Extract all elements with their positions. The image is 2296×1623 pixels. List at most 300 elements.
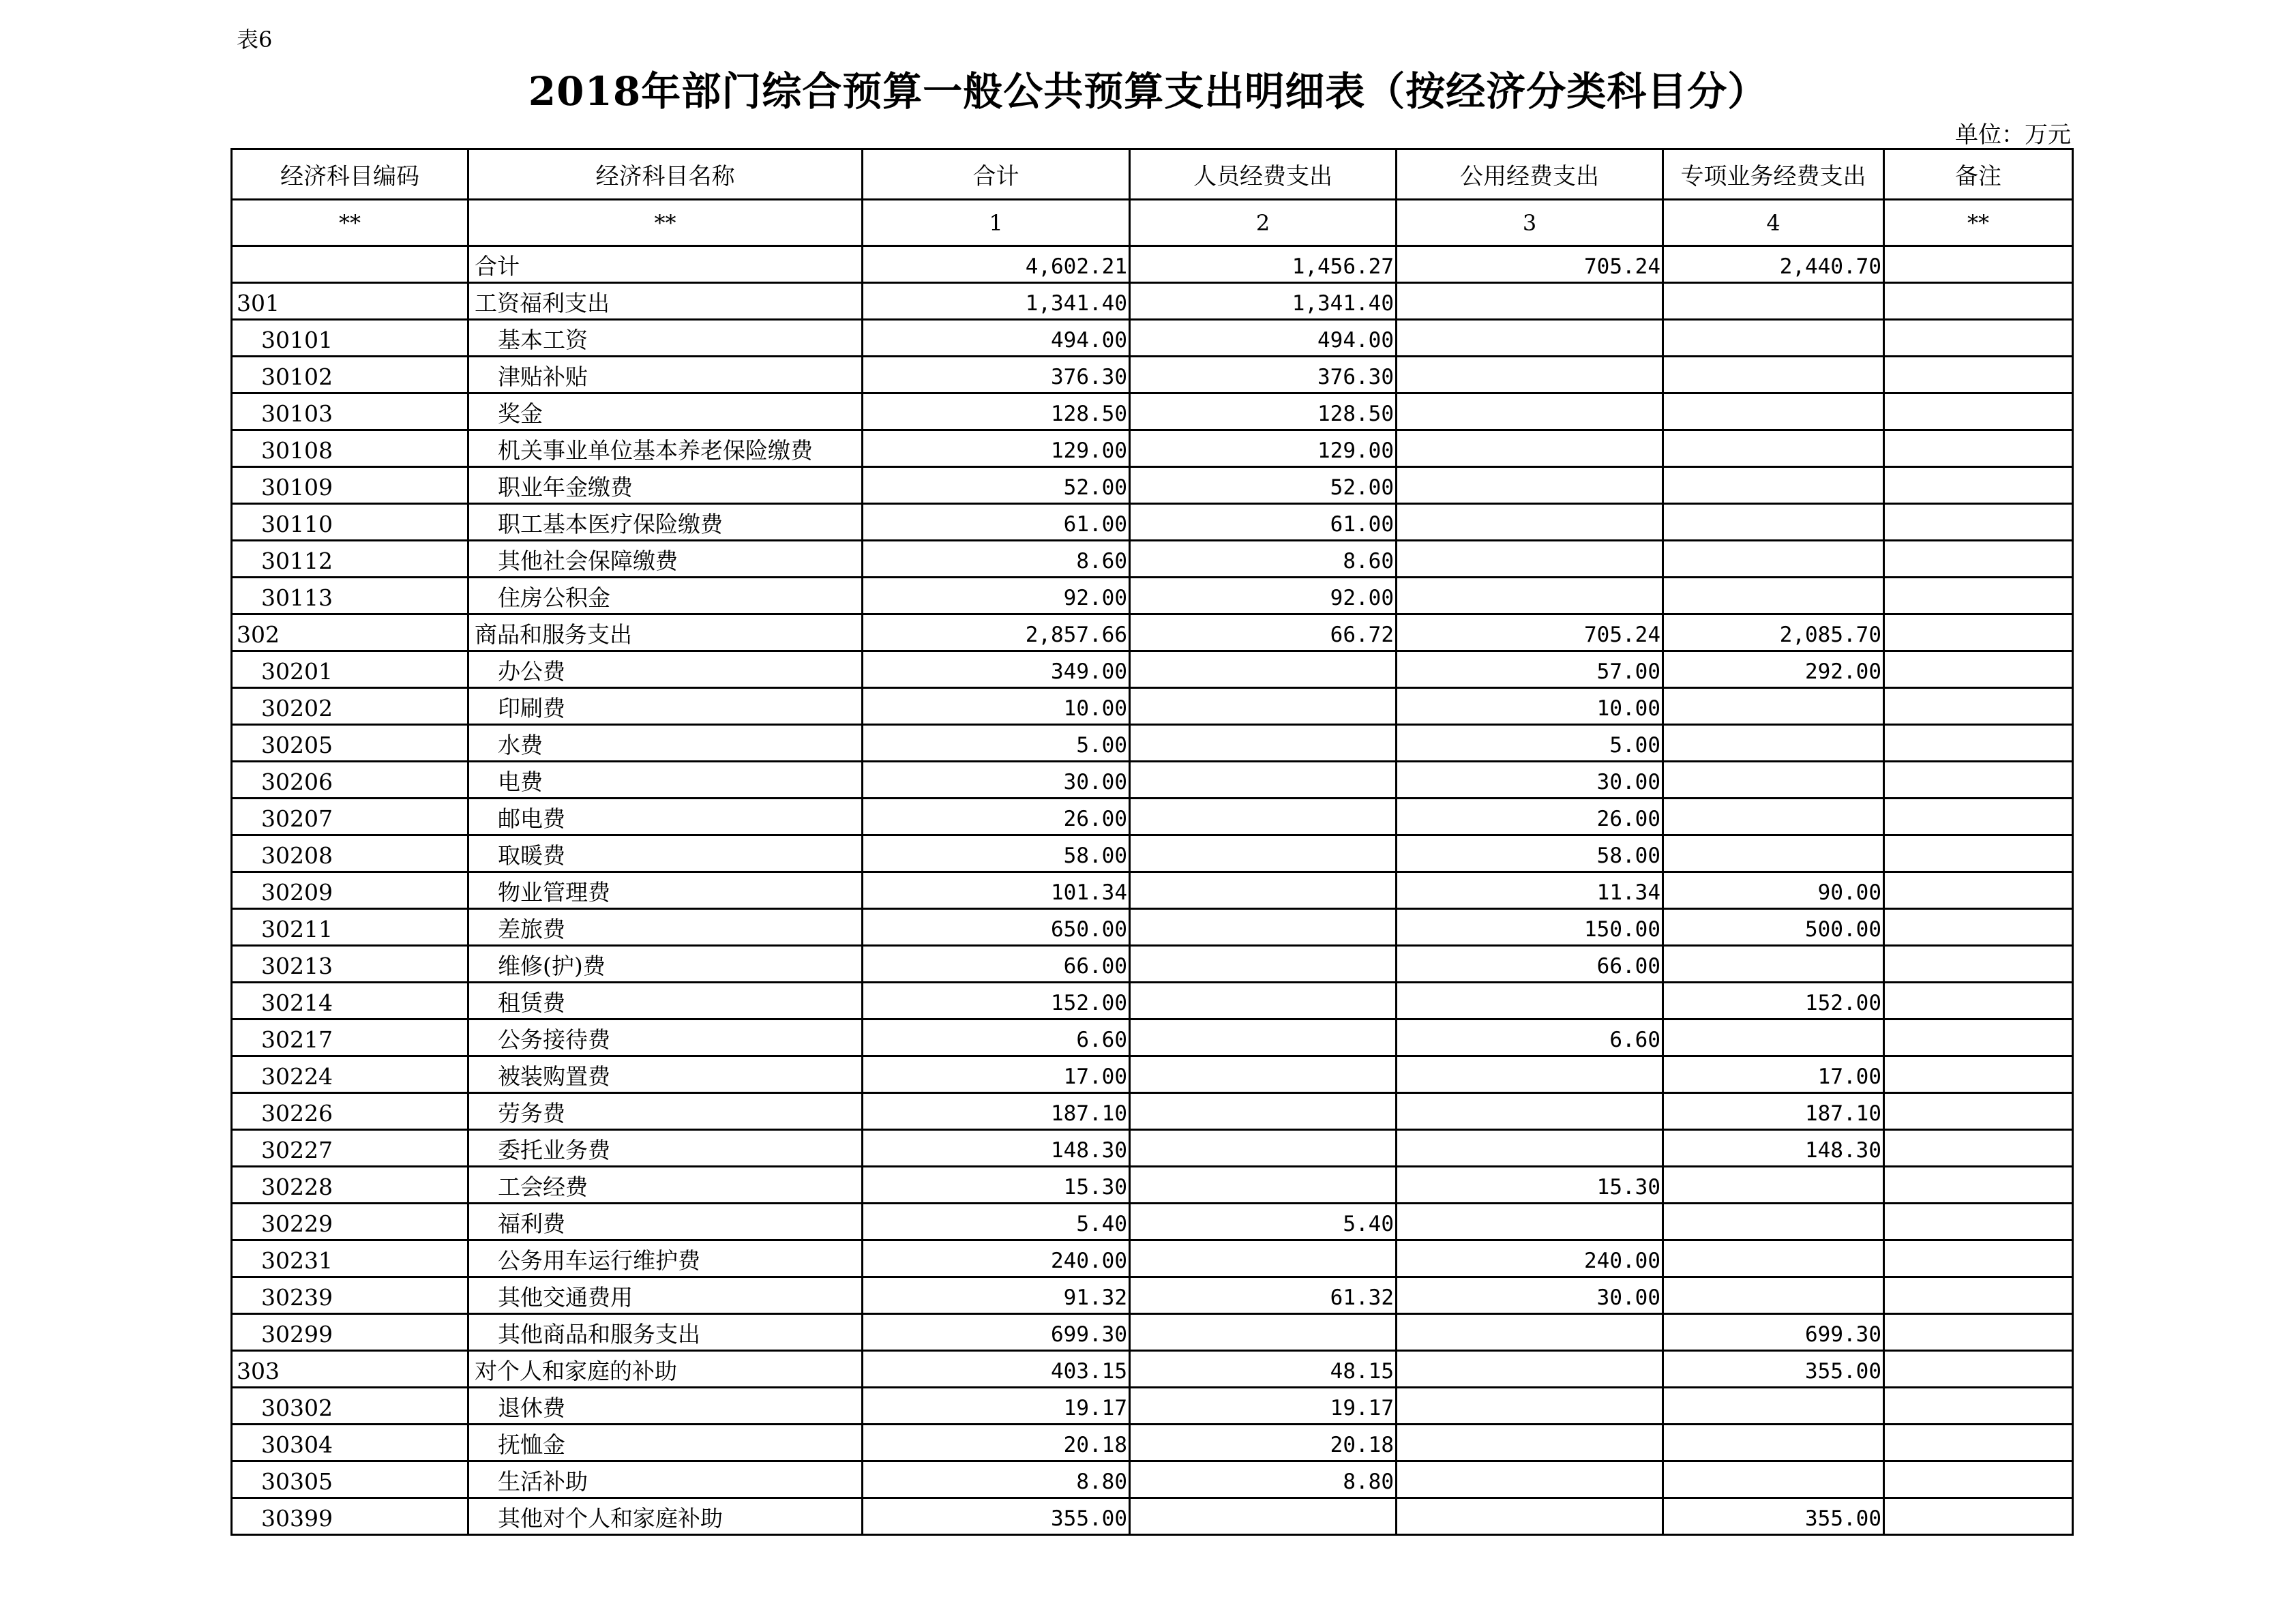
header-row <box>232 149 2073 200</box>
cell-total: 92.00 <box>863 578 1130 614</box>
cell-special: 500.00 <box>1663 909 1884 946</box>
cell-public: 15.30 <box>1397 1167 1663 1204</box>
table-row <box>232 909 2073 946</box>
cell-code: 30228 <box>232 1167 468 1204</box>
cell-total: 128.50 <box>863 393 1130 430</box>
cell-total: 26.00 <box>863 799 1130 835</box>
table-row <box>232 614 2073 651</box>
cell-name: 物业管理费 <box>468 872 863 909</box>
cell-name: 合计 <box>468 246 863 283</box>
cell-note <box>1884 430 2073 467</box>
index-public: 3 <box>1397 200 1663 246</box>
cell-name: 基本工资 <box>468 320 863 357</box>
cell-name: 住房公积金 <box>468 578 863 614</box>
cell-special <box>1663 1388 1884 1425</box>
cell-special <box>1663 393 1884 430</box>
cell-code: 30102 <box>232 357 468 393</box>
cell-total: 152.00 <box>863 983 1130 1019</box>
cell-personnel: 52.00 <box>1130 467 1397 504</box>
cell-personnel <box>1130 872 1397 909</box>
cell-total: 19.17 <box>863 1388 1130 1425</box>
cell-public <box>1397 1425 1663 1461</box>
cell-public: 150.00 <box>1397 909 1663 946</box>
cell-personnel <box>1130 1314 1397 1351</box>
cell-total: 10.00 <box>863 688 1130 725</box>
header-name: 经济科目名称 <box>468 149 863 200</box>
table-row <box>232 1498 2073 1535</box>
cell-name: 其他交通费用 <box>468 1277 863 1314</box>
cell-note <box>1884 946 2073 983</box>
cell-public: 240.00 <box>1397 1240 1663 1277</box>
cell-note <box>1884 835 2073 872</box>
cell-name: 委托业务费 <box>468 1130 863 1167</box>
cell-personnel: 1,456.27 <box>1130 246 1397 283</box>
cell-personnel <box>1130 909 1397 946</box>
header-total: 合计 <box>863 149 1130 200</box>
cell-code: 30101 <box>232 320 468 357</box>
cell-public <box>1397 541 1663 578</box>
cell-code: 30229 <box>232 1204 468 1240</box>
cell-name: 邮电费 <box>468 799 863 835</box>
cell-personnel <box>1130 1130 1397 1167</box>
cell-note <box>1884 1204 2073 1240</box>
cell-total: 650.00 <box>863 909 1130 946</box>
cell-personnel <box>1130 725 1397 762</box>
cell-note <box>1884 983 2073 1019</box>
cell-total: 91.32 <box>863 1277 1130 1314</box>
table-row <box>232 430 2073 467</box>
cell-name: 维修(护)费 <box>468 946 863 983</box>
cell-special <box>1663 578 1884 614</box>
cell-note <box>1884 1498 2073 1535</box>
table-row <box>232 1351 2073 1388</box>
cell-total: 376.30 <box>863 357 1130 393</box>
cell-code: 301 <box>232 283 468 320</box>
cell-total: 403.15 <box>863 1351 1130 1388</box>
cell-public: 26.00 <box>1397 799 1663 835</box>
cell-code: 30112 <box>232 541 468 578</box>
cell-personnel: 494.00 <box>1130 320 1397 357</box>
cell-public <box>1397 1056 1663 1093</box>
header-special: 专项业务经费支出 <box>1663 149 1884 200</box>
cell-personnel: 48.15 <box>1130 1351 1397 1388</box>
cell-code: 30205 <box>232 725 468 762</box>
cell-total: 355.00 <box>863 1498 1130 1535</box>
cell-total: 5.40 <box>863 1204 1130 1240</box>
cell-code: 30226 <box>232 1093 468 1130</box>
cell-public <box>1397 1093 1663 1130</box>
cell-code: 30113 <box>232 578 468 614</box>
header-code: 经济科目编码 <box>232 149 468 200</box>
cell-public <box>1397 983 1663 1019</box>
table-row <box>232 1204 2073 1240</box>
index-name: ** <box>468 200 863 246</box>
table-row <box>232 1019 2073 1056</box>
cell-name: 职工基本医疗保险缴费 <box>468 504 863 541</box>
document-title: 2018年部门综合预算一般公共预算支出明细表（按经济分类科目分） <box>528 68 1768 115</box>
cell-total: 494.00 <box>863 320 1130 357</box>
cell-total: 1,341.40 <box>863 283 1130 320</box>
cell-personnel <box>1130 1093 1397 1130</box>
cell-code: 30217 <box>232 1019 468 1056</box>
cell-name: 福利费 <box>468 1204 863 1240</box>
cell-note <box>1884 1056 2073 1093</box>
cell-total: 4,602.21 <box>863 246 1130 283</box>
cell-total: 15.30 <box>863 1167 1130 1204</box>
cell-name: 被装购置费 <box>468 1056 863 1093</box>
cell-public <box>1397 1388 1663 1425</box>
cell-personnel: 92.00 <box>1130 578 1397 614</box>
table-row <box>232 983 2073 1019</box>
cell-code: 30110 <box>232 504 468 541</box>
table-row <box>232 799 2073 835</box>
cell-public: 11.34 <box>1397 872 1663 909</box>
table-row <box>232 1461 2073 1498</box>
cell-name: 其他商品和服务支出 <box>468 1314 863 1351</box>
cell-personnel <box>1130 799 1397 835</box>
table-row <box>232 946 2073 983</box>
cell-public <box>1397 1351 1663 1388</box>
cell-code: 30304 <box>232 1425 468 1461</box>
cell-note <box>1884 1167 2073 1204</box>
cell-public <box>1397 430 1663 467</box>
cell-code: 30202 <box>232 688 468 725</box>
cell-name: 劳务费 <box>468 1093 863 1130</box>
cell-name: 电费 <box>468 762 863 799</box>
cell-code <box>232 246 468 283</box>
cell-public <box>1397 504 1663 541</box>
cell-public: 58.00 <box>1397 835 1663 872</box>
cell-note <box>1884 393 2073 430</box>
table-body <box>232 246 2073 1535</box>
cell-special <box>1663 1019 1884 1056</box>
cell-special <box>1663 1204 1884 1240</box>
budget-table <box>230 148 2074 1536</box>
index-code: ** <box>232 200 468 246</box>
cell-name: 工资福利支出 <box>468 283 863 320</box>
cell-special <box>1663 762 1884 799</box>
cell-name: 工会经费 <box>468 1167 863 1204</box>
cell-special <box>1663 541 1884 578</box>
cell-personnel <box>1130 1240 1397 1277</box>
cell-note <box>1884 909 2073 946</box>
cell-public: 705.24 <box>1397 614 1663 651</box>
cell-note <box>1884 799 2073 835</box>
cell-note <box>1884 1240 2073 1277</box>
cell-special: 187.10 <box>1663 1093 1884 1130</box>
cell-public: 6.60 <box>1397 1019 1663 1056</box>
cell-public <box>1397 1130 1663 1167</box>
cell-special <box>1663 504 1884 541</box>
cell-code: 302 <box>232 614 468 651</box>
cell-note <box>1884 357 2073 393</box>
cell-note <box>1884 467 2073 504</box>
cell-personnel <box>1130 651 1397 688</box>
cell-special <box>1663 1425 1884 1461</box>
cell-public <box>1397 1498 1663 1535</box>
table-row <box>232 393 2073 430</box>
cell-public <box>1397 283 1663 320</box>
cell-personnel: 8.60 <box>1130 541 1397 578</box>
cell-total: 6.60 <box>863 1019 1130 1056</box>
cell-special <box>1663 1167 1884 1204</box>
cell-total: 187.10 <box>863 1093 1130 1130</box>
table-row <box>232 504 2073 541</box>
table-row <box>232 283 2073 320</box>
cell-total: 240.00 <box>863 1240 1130 1277</box>
cell-personnel <box>1130 946 1397 983</box>
cell-personnel <box>1130 762 1397 799</box>
cell-special <box>1663 799 1884 835</box>
cell-public: 30.00 <box>1397 762 1663 799</box>
cell-total: 8.80 <box>863 1461 1130 1498</box>
cell-total: 2,857.66 <box>863 614 1130 651</box>
cell-note <box>1884 1130 2073 1167</box>
table-row <box>232 1314 2073 1351</box>
cell-note <box>1884 1388 2073 1425</box>
cell-code: 30103 <box>232 393 468 430</box>
cell-special: 2,085.70 <box>1663 614 1884 651</box>
table-row <box>232 1240 2073 1277</box>
cell-special <box>1663 357 1884 393</box>
cell-code: 30224 <box>232 1056 468 1093</box>
cell-special <box>1663 1277 1884 1314</box>
cell-total: 30.00 <box>863 762 1130 799</box>
cell-code: 30227 <box>232 1130 468 1167</box>
cell-special <box>1663 725 1884 762</box>
cell-note <box>1884 614 2073 651</box>
index-personnel: 2 <box>1130 200 1397 246</box>
cell-code: 30207 <box>232 799 468 835</box>
table-row <box>232 320 2073 357</box>
cell-code: 30211 <box>232 909 468 946</box>
cell-code: 303 <box>232 1351 468 1388</box>
cell-public <box>1397 320 1663 357</box>
cell-public <box>1397 1461 1663 1498</box>
table-row <box>232 1425 2073 1461</box>
cell-code: 30239 <box>232 1277 468 1314</box>
index-special: 4 <box>1663 200 1884 246</box>
header-note: 备注 <box>1884 149 2073 200</box>
unit-label: 单位：万元 <box>1955 121 2071 149</box>
cell-public <box>1397 578 1663 614</box>
cell-special: 2,440.70 <box>1663 246 1884 283</box>
cell-code: 30231 <box>232 1240 468 1277</box>
cell-name: 奖金 <box>468 393 863 430</box>
cell-public <box>1397 467 1663 504</box>
cell-personnel: 20.18 <box>1130 1425 1397 1461</box>
cell-total: 58.00 <box>863 835 1130 872</box>
cell-code: 30108 <box>232 430 468 467</box>
cell-note <box>1884 504 2073 541</box>
cell-total: 8.60 <box>863 541 1130 578</box>
cell-personnel: 61.00 <box>1130 504 1397 541</box>
cell-note <box>1884 872 2073 909</box>
cell-note <box>1884 1093 2073 1130</box>
cell-code: 30208 <box>232 835 468 872</box>
cell-name: 其他对个人和家庭补助 <box>468 1498 863 1535</box>
cell-total: 349.00 <box>863 651 1130 688</box>
table-row <box>232 725 2073 762</box>
cell-personnel: 19.17 <box>1130 1388 1397 1425</box>
cell-personnel: 66.72 <box>1130 614 1397 651</box>
cell-total: 129.00 <box>863 430 1130 467</box>
cell-special <box>1663 283 1884 320</box>
cell-name: 机关事业单位基本养老保险缴费 <box>468 430 863 467</box>
cell-note <box>1884 651 2073 688</box>
cell-name: 公务用车运行维护费 <box>468 1240 863 1277</box>
table-row <box>232 835 2073 872</box>
cell-personnel: 61.32 <box>1130 1277 1397 1314</box>
cell-note <box>1884 541 2073 578</box>
cell-special <box>1663 946 1884 983</box>
cell-total: 5.00 <box>863 725 1130 762</box>
cell-personnel: 1,341.40 <box>1130 283 1397 320</box>
cell-name: 生活补助 <box>468 1461 863 1498</box>
cell-note <box>1884 320 2073 357</box>
header-public: 公用经费支出 <box>1397 149 1663 200</box>
cell-special <box>1663 430 1884 467</box>
cell-note <box>1884 283 2073 320</box>
cell-note <box>1884 1277 2073 1314</box>
table-row <box>232 1277 2073 1314</box>
cell-special <box>1663 1240 1884 1277</box>
cell-special: 355.00 <box>1663 1351 1884 1388</box>
table-row <box>232 651 2073 688</box>
cell-note <box>1884 1019 2073 1056</box>
header-personnel: 人员经费支出 <box>1130 149 1397 200</box>
cell-total: 66.00 <box>863 946 1130 983</box>
table-row <box>232 1388 2073 1425</box>
cell-code: 30302 <box>232 1388 468 1425</box>
table-row <box>232 1130 2073 1167</box>
index-note: ** <box>1884 200 2073 246</box>
cell-special: 90.00 <box>1663 872 1884 909</box>
cell-code: 30299 <box>232 1314 468 1351</box>
cell-special: 292.00 <box>1663 651 1884 688</box>
cell-total: 52.00 <box>863 467 1130 504</box>
cell-public <box>1397 357 1663 393</box>
cell-special: 699.30 <box>1663 1314 1884 1351</box>
cell-code: 30206 <box>232 762 468 799</box>
cell-special: 17.00 <box>1663 1056 1884 1093</box>
table-number: 表6 <box>237 27 273 53</box>
cell-total: 699.30 <box>863 1314 1130 1351</box>
cell-public: 705.24 <box>1397 246 1663 283</box>
cell-note <box>1884 725 2073 762</box>
cell-name: 退休费 <box>468 1388 863 1425</box>
cell-note <box>1884 1351 2073 1388</box>
cell-note <box>1884 246 2073 283</box>
cell-name: 其他社会保障缴费 <box>468 541 863 578</box>
cell-name: 津贴补贴 <box>468 357 863 393</box>
cell-name: 办公费 <box>468 651 863 688</box>
cell-name: 公务接待费 <box>468 1019 863 1056</box>
cell-personnel <box>1130 1498 1397 1535</box>
cell-special <box>1663 1461 1884 1498</box>
cell-personnel: 8.80 <box>1130 1461 1397 1498</box>
cell-personnel: 5.40 <box>1130 1204 1397 1240</box>
cell-name: 对个人和家庭的补助 <box>468 1351 863 1388</box>
cell-special: 355.00 <box>1663 1498 1884 1535</box>
cell-note <box>1884 1425 2073 1461</box>
cell-code: 30201 <box>232 651 468 688</box>
cell-special: 152.00 <box>1663 983 1884 1019</box>
cell-name: 商品和服务支出 <box>468 614 863 651</box>
table-row <box>232 1056 2073 1093</box>
table-row <box>232 762 2073 799</box>
cell-note <box>1884 578 2073 614</box>
cell-public <box>1397 1204 1663 1240</box>
table-row <box>232 467 2073 504</box>
cell-personnel <box>1130 688 1397 725</box>
table-row <box>232 541 2073 578</box>
cell-code: 30399 <box>232 1498 468 1535</box>
cell-total: 148.30 <box>863 1130 1130 1167</box>
cell-name: 水费 <box>468 725 863 762</box>
table-row <box>232 1093 2073 1130</box>
cell-name: 取暖费 <box>468 835 863 872</box>
cell-note <box>1884 688 2073 725</box>
cell-public <box>1397 1314 1663 1351</box>
cell-special <box>1663 835 1884 872</box>
cell-name: 差旅费 <box>468 909 863 946</box>
table-row <box>232 872 2073 909</box>
cell-personnel <box>1130 1167 1397 1204</box>
cell-special <box>1663 688 1884 725</box>
cell-name: 印刷费 <box>468 688 863 725</box>
cell-special <box>1663 467 1884 504</box>
cell-personnel <box>1130 1019 1397 1056</box>
cell-name: 抚恤金 <box>468 1425 863 1461</box>
cell-code: 30213 <box>232 946 468 983</box>
cell-public <box>1397 393 1663 430</box>
cell-special <box>1663 320 1884 357</box>
cell-personnel: 128.50 <box>1130 393 1397 430</box>
cell-public: 10.00 <box>1397 688 1663 725</box>
table-row <box>232 1167 2073 1204</box>
cell-note <box>1884 1314 2073 1351</box>
cell-code: 30305 <box>232 1461 468 1498</box>
cell-public: 57.00 <box>1397 651 1663 688</box>
cell-note <box>1884 1461 2073 1498</box>
cell-public: 66.00 <box>1397 946 1663 983</box>
cell-personnel <box>1130 1056 1397 1093</box>
table-row <box>232 578 2073 614</box>
cell-total: 101.34 <box>863 872 1130 909</box>
cell-public: 5.00 <box>1397 725 1663 762</box>
cell-public: 30.00 <box>1397 1277 1663 1314</box>
index-row <box>232 200 2073 246</box>
cell-personnel: 129.00 <box>1130 430 1397 467</box>
cell-code: 30109 <box>232 467 468 504</box>
cell-code: 30214 <box>232 983 468 1019</box>
cell-personnel <box>1130 835 1397 872</box>
cell-total: 17.00 <box>863 1056 1130 1093</box>
cell-name: 职业年金缴费 <box>468 467 863 504</box>
cell-name: 租赁费 <box>468 983 863 1019</box>
cell-code: 30209 <box>232 872 468 909</box>
cell-total: 20.18 <box>863 1425 1130 1461</box>
cell-personnel <box>1130 983 1397 1019</box>
cell-total: 61.00 <box>863 504 1130 541</box>
cell-personnel: 376.30 <box>1130 357 1397 393</box>
cell-note <box>1884 762 2073 799</box>
index-total: 1 <box>863 200 1130 246</box>
table-row <box>232 246 2073 283</box>
cell-special: 148.30 <box>1663 1130 1884 1167</box>
table-row <box>232 357 2073 393</box>
